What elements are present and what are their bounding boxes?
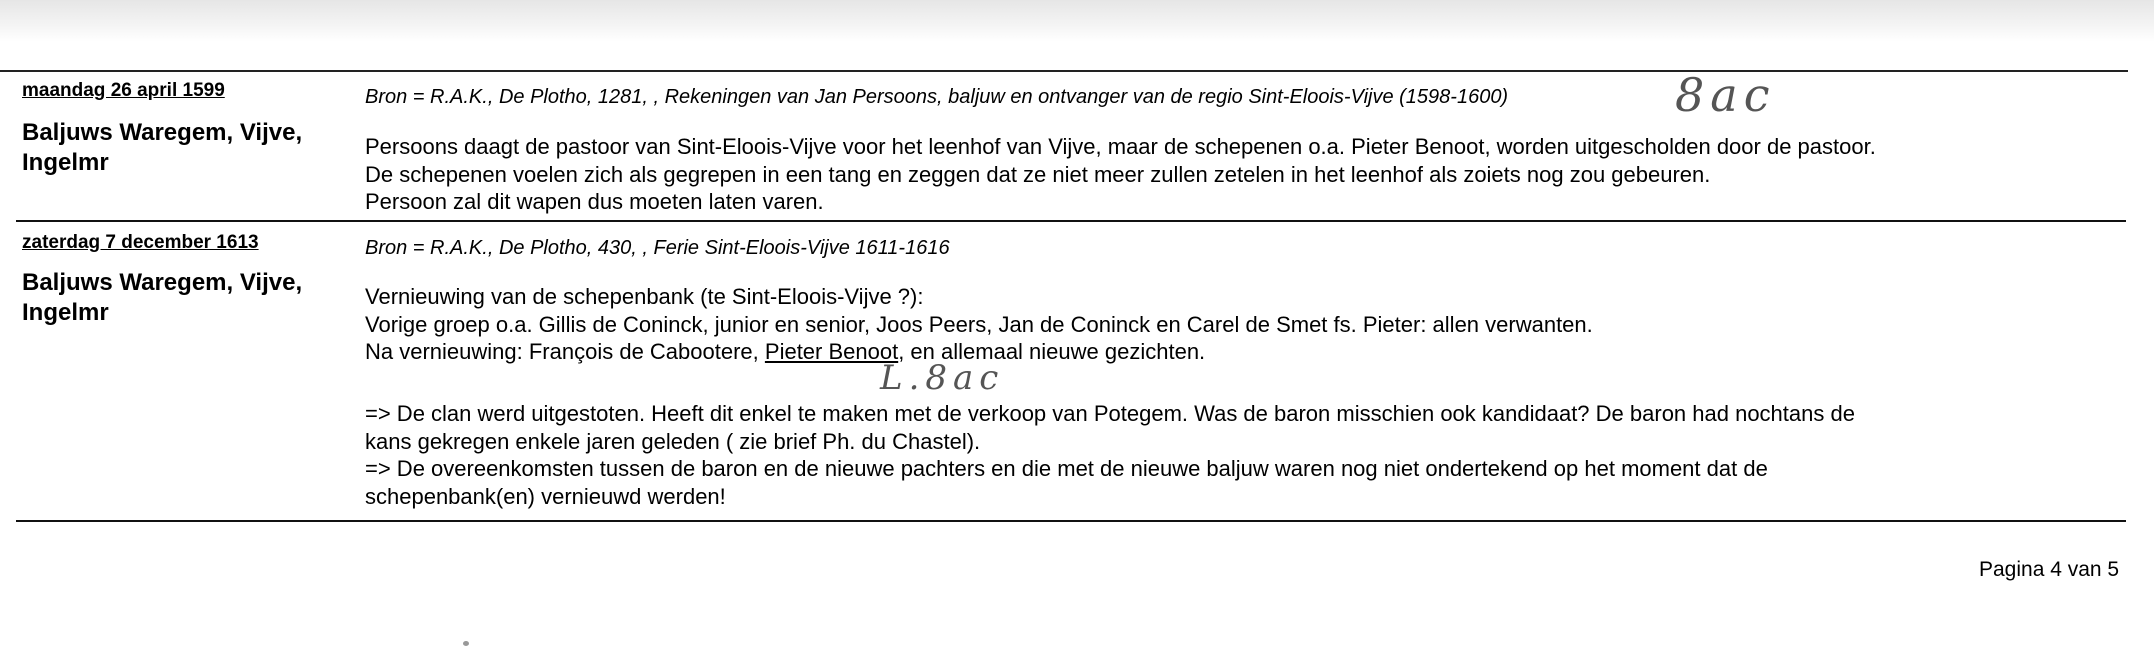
body-line: Vernieuwing van de schepenbank (te Sint-Eloois-Vijve ?): <box>365 284 924 309</box>
body-line: Persoons daagt de pastoor van Sint-Eloois-Vijve voor het leenhof van Vijve, maar de schepenen o.a. Pieter Benoot, worden uitgescholden door de pastoor. <box>365 134 1876 159</box>
body-line: Persoon zal dit wapen dus moeten laten varen. <box>365 189 824 214</box>
entry-region: Baljuws Waregem, Vijve, Ingelmr <box>22 119 303 176</box>
body-line: De schepenen voelen zich als gegrepen in een tang en zeggen dat ze niet meer zullen zetelen in het leenhof als zoiets nog zou gebeuren. <box>365 161 1711 187</box>
entry-date: zaterdag 7 december 1613 <box>22 232 259 253</box>
body-text: Na vernieuwing: François de Cabootere, <box>365 339 765 364</box>
entry-body <box>365 133 1876 216</box>
body-line: => De overeenkomsten tussen de baron en de nieuwe pachters en die met de nieuwe baljuw waren nog niet ondertekend op het moment dat de <box>365 456 1768 481</box>
entry-conclusions <box>365 400 1855 510</box>
entry-source: Bron = R.A.K., De Plotho, 430, , Ferie Sint-Eloois-Vijve 1611-1616 <box>365 237 950 259</box>
entry-body <box>365 283 1593 366</box>
page-number: Pagina 4 van 5 <box>1979 558 2120 581</box>
handwritten-annotation: L.8ac <box>880 358 1005 398</box>
body-line: Vorige groep o.a. Gillis de Coninck, junior en senior, Joos Peers, Jan de Coninck en Carel de Smet fs. Pieter: allen verwanten. <box>365 311 1593 337</box>
scan-top-shadow <box>0 0 2154 42</box>
body-text: , en allemaal nieuwe gezichten. <box>898 339 1206 364</box>
table-top-border <box>0 70 2128 72</box>
entry-region: Baljuws Waregem, Vijve, Ingelmr <box>22 269 303 326</box>
handwritten-annotation: 8ac <box>1675 68 1776 122</box>
underlined-name: Pieter Benoot <box>764 339 899 364</box>
body-line: schepenbank(en) vernieuwd werden! <box>365 483 726 509</box>
body-line: kans gekregen enkele jaren geleden ( zie brief Ph. du Chastel). <box>365 428 981 454</box>
entry-separator <box>16 520 2126 522</box>
scan-speck <box>463 641 469 646</box>
body-line: => De clan werd uitgestoten. Heeft dit enkel te maken met de verkoop van Potegem. Was de baron misschien ook kandidaat? De baron had nochtans de <box>365 401 1855 426</box>
entry-source: Bron = R.A.K., De Plotho, 1281, , Rekeningen van Jan Persoons, baljuw en ontvanger van de regio Sint-Eloois-Vijve (1598-1600) <box>365 86 1509 108</box>
entry-separator <box>16 220 2126 222</box>
entry-date: maandag 26 april 1599 <box>22 80 225 101</box>
